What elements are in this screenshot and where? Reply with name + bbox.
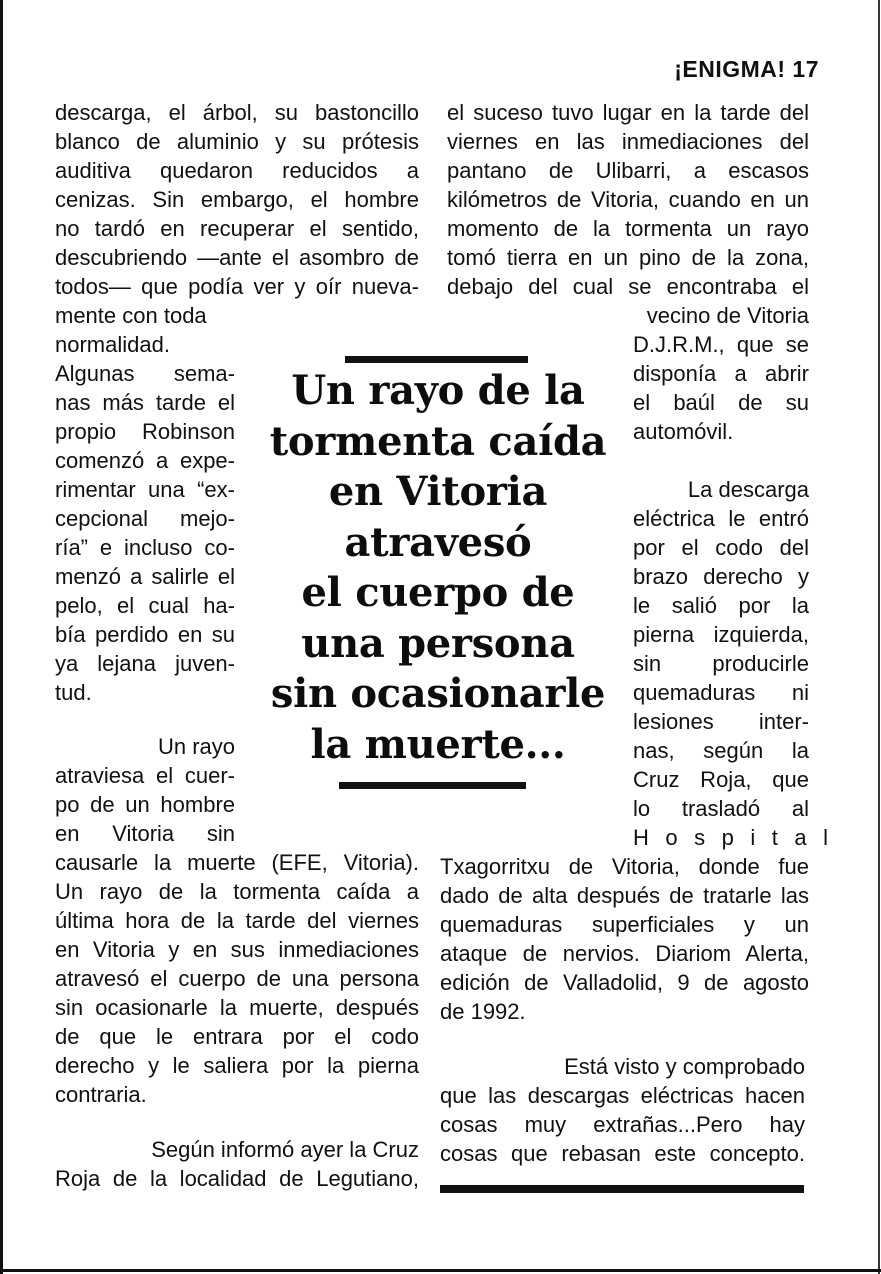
left-line-23: atraviesa el cuer- bbox=[55, 763, 235, 788]
right-line-5: momento de la tormenta un rayo bbox=[447, 216, 809, 241]
right-line-29: ataque de nervios. Diariom Alerta, bbox=[440, 941, 809, 966]
left-line-20: ya lejana juven- bbox=[55, 651, 235, 676]
right-line-3: pantano de Ulibarri, a escasos bbox=[447, 158, 809, 183]
left-line-33: derecho y le saliera por la pierna bbox=[55, 1053, 419, 1078]
left-line-11: nas más tarde el bbox=[55, 390, 235, 415]
page-header: ¡ENIGMA! 17 bbox=[674, 56, 819, 82]
left-line-29: en Vitoria y en sus inmediaciones bbox=[55, 937, 419, 962]
right-line-28: quemaduras superficiales y un bbox=[440, 912, 809, 937]
headline-line-1: Un rayo de la bbox=[291, 367, 585, 414]
left-line-15: cepcional mejo- bbox=[55, 506, 235, 531]
right-line-20: quemaduras ni bbox=[633, 680, 809, 705]
right-line-24: lo trasladó al bbox=[633, 796, 809, 821]
right-line-14: eléctrica le entró bbox=[633, 506, 809, 531]
right-line-34: cosas muy extrañas...Pero hay bbox=[440, 1112, 805, 1137]
left-line-5: no tardó en recuperar el sentido, bbox=[55, 216, 419, 241]
right-line-22: nas, según la bbox=[633, 738, 809, 763]
right-line-23: Cruz Roja, que bbox=[633, 767, 809, 792]
right-line-10: disponía a abrir bbox=[633, 361, 809, 386]
left-line-7: todos— que podía ver y oír nueva- bbox=[55, 274, 419, 299]
right-line-6: tomó tierra en un pino de la zona, bbox=[447, 245, 809, 270]
left-line-16: ría” e incluso co- bbox=[55, 535, 235, 560]
right-line-17: le salió por la bbox=[633, 593, 809, 618]
headline-line-8: la muerte... bbox=[310, 720, 566, 768]
left-line-22: Un rayo bbox=[157, 734, 235, 759]
left-line-13: comenzó a expe- bbox=[55, 448, 235, 473]
article-end-rule bbox=[440, 1185, 804, 1193]
page-edge-bottom bbox=[0, 1269, 881, 1272]
right-line-26: Txagorritxu de Vitoria, donde fue bbox=[440, 854, 809, 879]
left-line-12: propio Robinson bbox=[55, 419, 235, 444]
left-line-18: pelo, el cual ha- bbox=[55, 593, 235, 618]
left-line-34: contraria. bbox=[55, 1082, 147, 1107]
page-edge-left bbox=[0, 0, 3, 1274]
left-line-35: Según informó ayer la Cruz bbox=[151, 1137, 419, 1162]
left-line-8: mente con toda bbox=[55, 303, 207, 328]
right-line-30: edición de Valladolid, 9 de agosto bbox=[440, 970, 809, 995]
headline-line-6: una persona bbox=[301, 619, 575, 667]
headline-line-7: sin ocasionarle bbox=[270, 670, 606, 717]
left-line-6: descubriendo —ante el asombro de bbox=[55, 245, 419, 270]
headline-line-3: en Vitoria bbox=[328, 468, 548, 515]
right-line-25: Hospital bbox=[633, 825, 845, 850]
right-line-9: D.J.R.M., que se bbox=[633, 332, 809, 357]
right-line-31: de 1992. bbox=[440, 999, 526, 1024]
left-line-24: po de un hombre bbox=[55, 792, 235, 817]
left-line-31: sin ocasionarle la muerte, después bbox=[55, 995, 419, 1020]
right-line-12: automóvil. bbox=[633, 419, 734, 444]
left-line-28: última hora de la tarde del viernes bbox=[55, 908, 419, 933]
headline-line-2: tormenta caída bbox=[269, 417, 607, 465]
right-line-7: debajo del cual se encontraba el bbox=[447, 274, 809, 299]
right-line-32: Está visto y comprobado bbox=[564, 1054, 805, 1079]
headline-top-rule bbox=[345, 356, 528, 363]
left-line-32: de que le entrara por el codo bbox=[55, 1024, 419, 1049]
right-line-8: vecino de Vitoria bbox=[646, 303, 809, 328]
right-line-35: cosas que rebasan este concepto. bbox=[440, 1141, 805, 1166]
right-line-16: brazo derecho y bbox=[633, 564, 809, 589]
left-line-36: Roja de la localidad de Legutiano, bbox=[55, 1166, 419, 1191]
headline-line-5: el cuerpo de bbox=[301, 569, 575, 616]
left-line-1: descarga, el árbol, su bastoncillo bbox=[55, 100, 419, 125]
right-line-15: por el codo del bbox=[633, 535, 809, 560]
page-edge-right bbox=[878, 0, 880, 1274]
right-line-1: el suceso tuvo lugar en la tarde del bbox=[447, 100, 809, 125]
right-line-4: kilómetros de Vitoria, cuando en un bbox=[447, 187, 809, 212]
left-line-9: normalidad. bbox=[55, 332, 170, 357]
right-line-33: que las descargas eléctricas hacen bbox=[440, 1083, 805, 1108]
left-line-3: auditiva quedaron reducidos a bbox=[55, 158, 419, 183]
left-line-4: cenizas. Sin embargo, el hombre bbox=[55, 187, 419, 212]
left-line-25: en Vitoria sin bbox=[55, 821, 235, 846]
headline-line-4: atravesó bbox=[344, 518, 532, 566]
left-line-30: atravesó el cuerpo de una persona bbox=[55, 966, 419, 991]
left-line-14: rimentar una “ex- bbox=[55, 477, 235, 502]
right-line-27: dado de alta después de tratarle las bbox=[440, 883, 809, 908]
left-line-2: blanco de aluminio y su prótesis bbox=[55, 129, 419, 154]
left-line-21: tud. bbox=[55, 680, 92, 705]
right-line-21: lesiones inter- bbox=[633, 709, 809, 734]
right-line-18: pierna izquierda, bbox=[633, 622, 809, 647]
left-line-19: bía perdido en su bbox=[55, 622, 235, 647]
pull-quote-headline bbox=[268, 366, 608, 770]
left-line-26: causarle la muerte (EFE, Vitoria). bbox=[55, 850, 419, 875]
left-line-10: Algunas sema- bbox=[55, 361, 235, 386]
headline-bottom-rule bbox=[339, 782, 526, 789]
right-line-2: viernes en las inmediaciones del bbox=[447, 129, 809, 154]
left-line-17: menzó a salirle el bbox=[55, 564, 235, 589]
left-line-27: Un rayo de la tormenta caída a bbox=[55, 879, 419, 904]
right-line-11: el baúl de su bbox=[633, 390, 809, 415]
right-line-13: La descarga bbox=[687, 477, 809, 502]
right-line-19: sin producirle bbox=[633, 651, 809, 676]
